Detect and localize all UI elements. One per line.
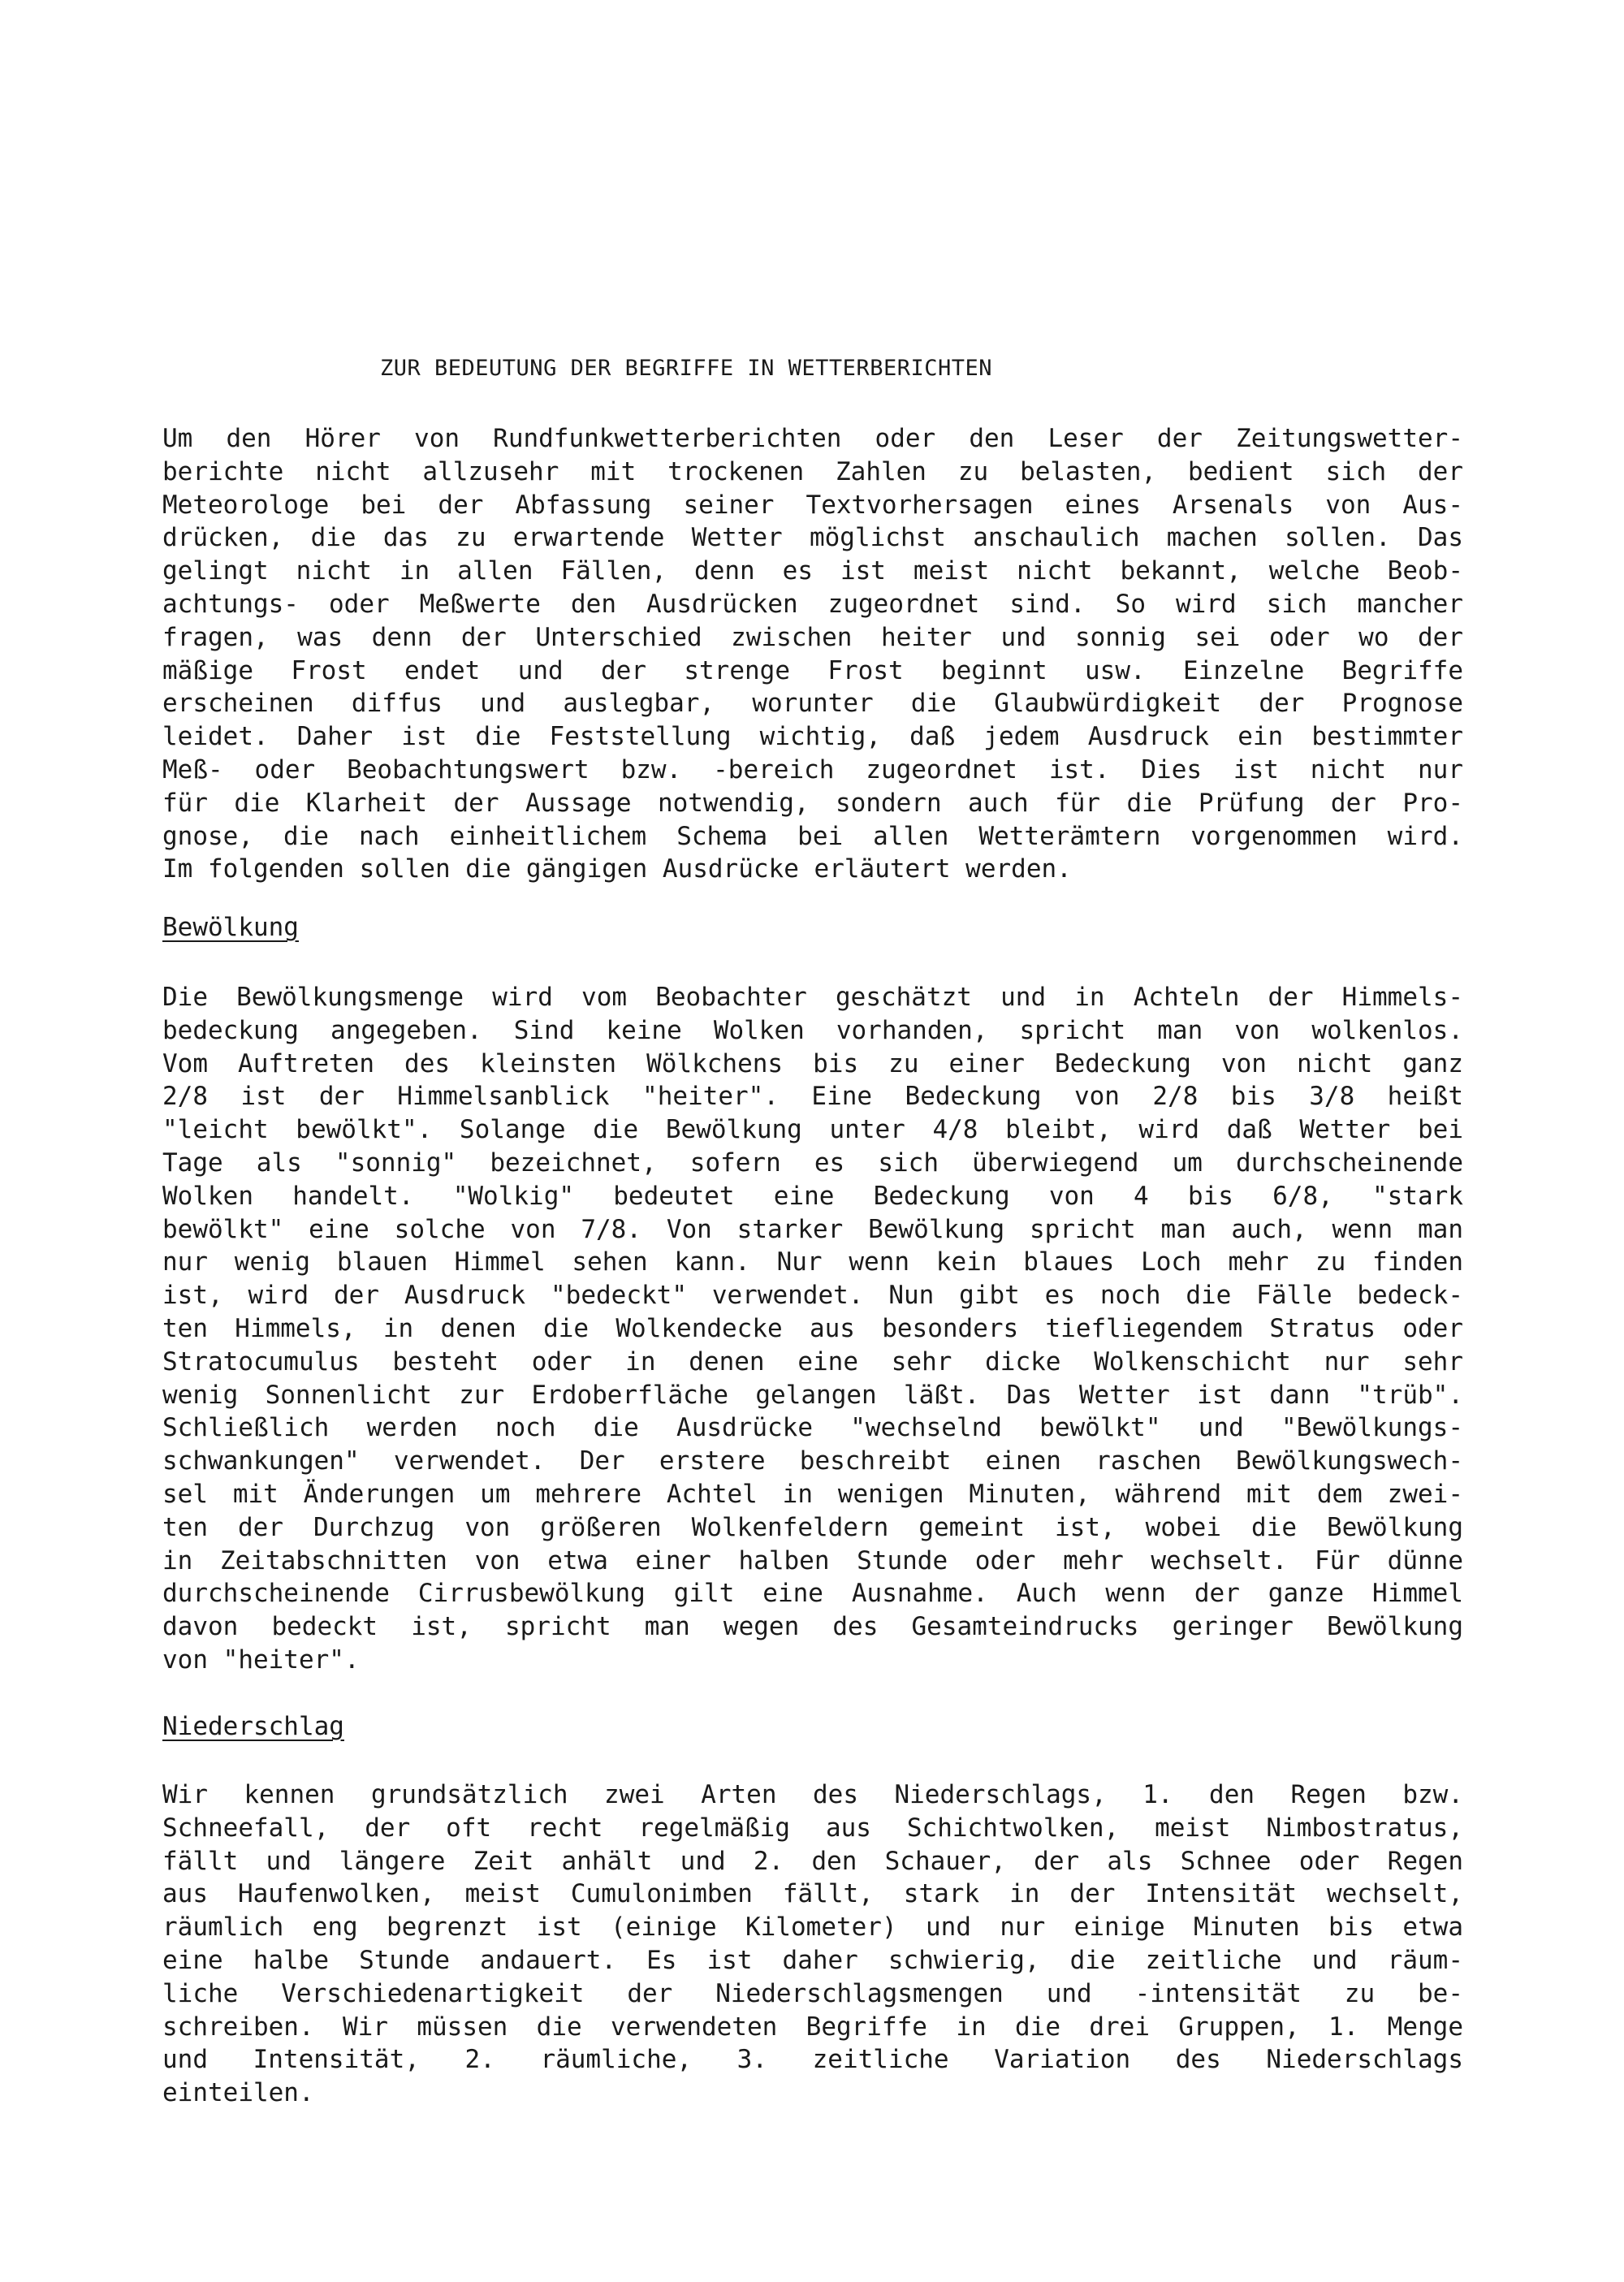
text-line: eine halbe Stunde andauert. Es ist daher schwierig, die zeitliche und räum- bbox=[162, 1945, 1463, 1975]
text-line: durchscheinende Cirrusbewölkung gilt eine Ausnahme. Auch wenn der ganze Himmel bbox=[162, 1579, 1463, 1609]
text-line: leidet. Daher ist die Feststellung wichtig, daß jedem Ausdruck ein bestimmter bbox=[162, 722, 1463, 752]
text-line: aus Haufenwolken, meist Cumulonimben fällt, stark in der Intensität wechselt, bbox=[162, 1879, 1463, 1909]
text-line: fragen, was denn der Unterschied zwischen heiter und sonnig sei oder wo der bbox=[162, 622, 1463, 652]
text-line: ist, wird der Ausdruck "bedeckt" verwendet. Nun gibt es noch die Fälle bedeck- bbox=[162, 1281, 1463, 1311]
text-line: Vom Auftreten des kleinsten Wölkchens bis zu einer Bedeckung von nicht ganz bbox=[162, 1048, 1463, 1078]
text-line: sel mit Änderungen um mehrere Achtel in wenigen Minuten, während mit dem zwei- bbox=[162, 1479, 1463, 1509]
text-line: Meß- oder Beobachtungswert bzw. -bereich zugeordnet ist. Dies ist nicht nur bbox=[162, 754, 1463, 784]
text-line: 2/8 ist der Himmelsanblick "heiter". Eine Bedeckung von 2/8 bis 3/8 heißt bbox=[162, 1082, 1463, 1112]
text-line: wenig Sonnenlicht zur Erdoberfläche gelangen läßt. Das Wetter ist dann "trüb". bbox=[162, 1380, 1463, 1410]
text-line: mäßige Frost endet und der strenge Frost beginnt usw. Einzelne Begriffe bbox=[162, 655, 1463, 685]
text-line: von "heiter". bbox=[162, 1645, 360, 1675]
text-line: ten der Durchzug von größeren Wolkenfeldern gemeint ist, wobei die Bewölkung bbox=[162, 1512, 1463, 1542]
text-line: gnose, die nach einheitlichem Schema bei allen Wetterämtern vorgenommen wird. bbox=[162, 821, 1463, 851]
text-line: ten Himmels, in denen die Wolkendecke aus besonders tiefliegendem Stratus oder bbox=[162, 1313, 1463, 1343]
text-line: davon bedeckt ist, spricht man wegen des Gesamteindrucks geringer Bewölkung bbox=[162, 1612, 1463, 1642]
text-line: Tage als "sonnig" bezeichnet, sofern es sich überwiegend um durchscheinende bbox=[162, 1147, 1463, 1178]
text-line: Schließlich werden noch die Ausdrücke "wechselnd bewölkt" und "Bewölkungs- bbox=[162, 1413, 1463, 1443]
text-line: in Zeitabschnitten von etwa einer halben Stunde oder mehr wechselt. Für dünne bbox=[162, 1545, 1463, 1575]
text-line: liche Verschiedenartigkeit der Niederschlagsmengen und -intensität zu be- bbox=[162, 1978, 1463, 2008]
text-line: fällt und längere Zeit anhält und 2. den Schauer, der als Schnee oder Regen bbox=[162, 1846, 1463, 1876]
section-heading-niederschlag: Niederschlag bbox=[162, 1712, 344, 1741]
text-line: achtungs- oder Meßwerte den Ausdrücken zugeordnet sind. So wird sich mancher bbox=[162, 589, 1463, 619]
text-line: schwankungen" verwendet. Der erstere beschreibt einen raschen Bewölkungswech- bbox=[162, 1446, 1463, 1476]
text-line: räumlich eng begrenzt ist (einige Kilometer) und nur einige Minuten bis etwa bbox=[162, 1912, 1463, 1943]
text-line: Stratocumulus besteht oder in denen eine sehr dicke Wolkenschicht nur sehr bbox=[162, 1346, 1463, 1377]
text-line: schreiben. Wir müssen die verwendeten Begriffe in die drei Gruppen, 1. Menge bbox=[162, 2012, 1463, 2042]
text-line: und Intensität, 2. räumliche, 3. zeitliche Variation des Niederschlags bbox=[162, 2045, 1463, 2075]
text-line: gelingt nicht in allen Fällen, denn es ist meist nicht bekannt, welche Beob- bbox=[162, 556, 1463, 586]
text-line: erscheinen diffus und auslegbar, worunter die Glaubwürdigkeit der Prognose bbox=[162, 689, 1463, 719]
text-line: Schneefall, der oft recht regelmäßig aus Schichtwolken, meist Nimbostratus, bbox=[162, 1813, 1463, 1843]
text-line: Meteorologe bei der Abfassung seiner Textvorhersagen eines Arsenals von Aus- bbox=[162, 490, 1463, 520]
text-line: berichte nicht allzusehr mit trockenen Zahlen zu belasten, bedient sich der bbox=[162, 456, 1463, 486]
text-line: "leicht bewölkt". Solange die Bewölkung unter 4/8 bleibt, wird daß Wetter bei bbox=[162, 1115, 1463, 1145]
text-line: Wolken handelt. "Wolkig" bedeutet eine Bedeckung von 4 bis 6/8, "stark bbox=[162, 1181, 1463, 1211]
text-line: bewölkt" eine solche von 7/8. Von starker Bewölkung spricht man auch, wenn man bbox=[162, 1214, 1463, 1244]
text-line: Um den Hörer von Rundfunkwetterberichten oder den Leser der Zeitungswetter- bbox=[162, 424, 1463, 453]
intro-paragraph bbox=[162, 422, 1463, 886]
section-paragraph-niederschlag bbox=[162, 1778, 1463, 2110]
text-line: bedeckung angegeben. Sind keine Wolken vorhanden, spricht man von wolkenlos. bbox=[162, 1015, 1463, 1045]
section-heading-bewoelkung: Bewölkung bbox=[162, 913, 299, 942]
text-line: Die Bewölkungsmenge wird vom Beobachter geschätzt und in Achteln der Himmels- bbox=[162, 983, 1463, 1012]
section-paragraph-bewoelkung bbox=[162, 981, 1463, 1677]
text-line: nur wenig blauen Himmel sehen kann. Nur wenn kein blaues Loch mehr zu finden bbox=[162, 1247, 1463, 1277]
text-line: Im folgenden sollen die gängigen Ausdrücke erläutert werden. bbox=[162, 854, 1072, 884]
text-line: einteilen. bbox=[162, 2078, 314, 2108]
text-line: drücken, die das zu erwartende Wetter möglichst anschaulich machen sollen. Das bbox=[162, 523, 1463, 553]
page-title: ZUR BEDEUTUNG DER BEGRIFFE IN WETTERBERICHTEN bbox=[380, 356, 992, 381]
text-line: für die Klarheit der Aussage notwendig, sondern auch für die Prüfung der Pro- bbox=[162, 788, 1463, 818]
text-line: Wir kennen grundsätzlich zwei Arten des Niederschlags, 1. den Regen bzw. bbox=[162, 1780, 1463, 1809]
